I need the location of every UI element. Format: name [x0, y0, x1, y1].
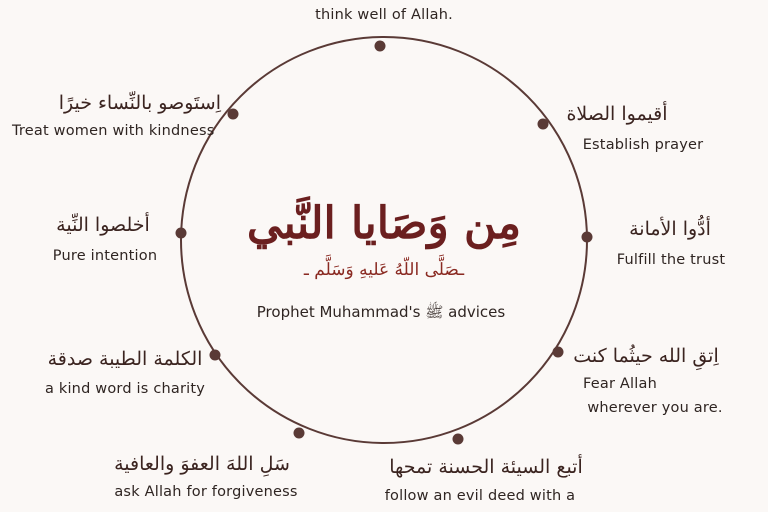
english-caption: Prophet Muhammad's ﷺ advices [256, 303, 506, 321]
advice-intention-english: Pure intention [52, 248, 158, 264]
advice-evil-arabic: أتبع السيئة الحسنة تمحها [389, 456, 583, 478]
advice-forgiveness-english: ask Allah for forgiveness [114, 484, 298, 500]
ring-dot [210, 350, 221, 361]
ring-dot [375, 41, 386, 52]
advice-fear-english-line1: Fear Allah [583, 376, 657, 392]
ring-dot [176, 228, 187, 239]
ring-dot [582, 232, 593, 243]
advice-evil-english: follow an evil deed with a [384, 488, 576, 504]
ring-dot [228, 109, 239, 120]
advice-fear-arabic: اِتقِ الله حيثُما كنت [573, 345, 719, 367]
advice-trust-arabic: أدُّوا الأمانة [629, 218, 711, 240]
advice-fear-english-line2: wherever you are. [587, 400, 723, 416]
salawat-subtitle: ـصَلَّى اللّهُ عَليهِ وَسَلَّم ـ [303, 260, 465, 280]
advice-women-arabic: اِستَوصو بالنِّساء خيرًا [58, 92, 221, 114]
ring-dot [453, 434, 464, 445]
advice-trust-english: Fulfill the trust [616, 252, 726, 268]
advice-forgiveness-arabic: سَلِ اللهَ العفوَ والعافية [114, 453, 290, 475]
advice-prayer-english: Establish prayer [582, 137, 704, 153]
advice-kindword-english: a kind word is charity [44, 381, 206, 397]
advice-women-english: Treat women with kindness [12, 123, 215, 139]
ring-dot [538, 119, 549, 130]
advice-prayer-arabic: أقيموا الصلاة [566, 103, 668, 125]
ring-dot [553, 347, 564, 358]
ring-dot [294, 428, 305, 439]
advice-kindword-arabic: الكلمة الطيبة صدقة [47, 348, 203, 370]
advice-top-english: think well of Allah. [315, 7, 453, 23]
advice-intention-arabic: أخلصوا النِّية [56, 214, 150, 236]
page-title: مِن وَصَايا النَّبي [246, 198, 522, 249]
